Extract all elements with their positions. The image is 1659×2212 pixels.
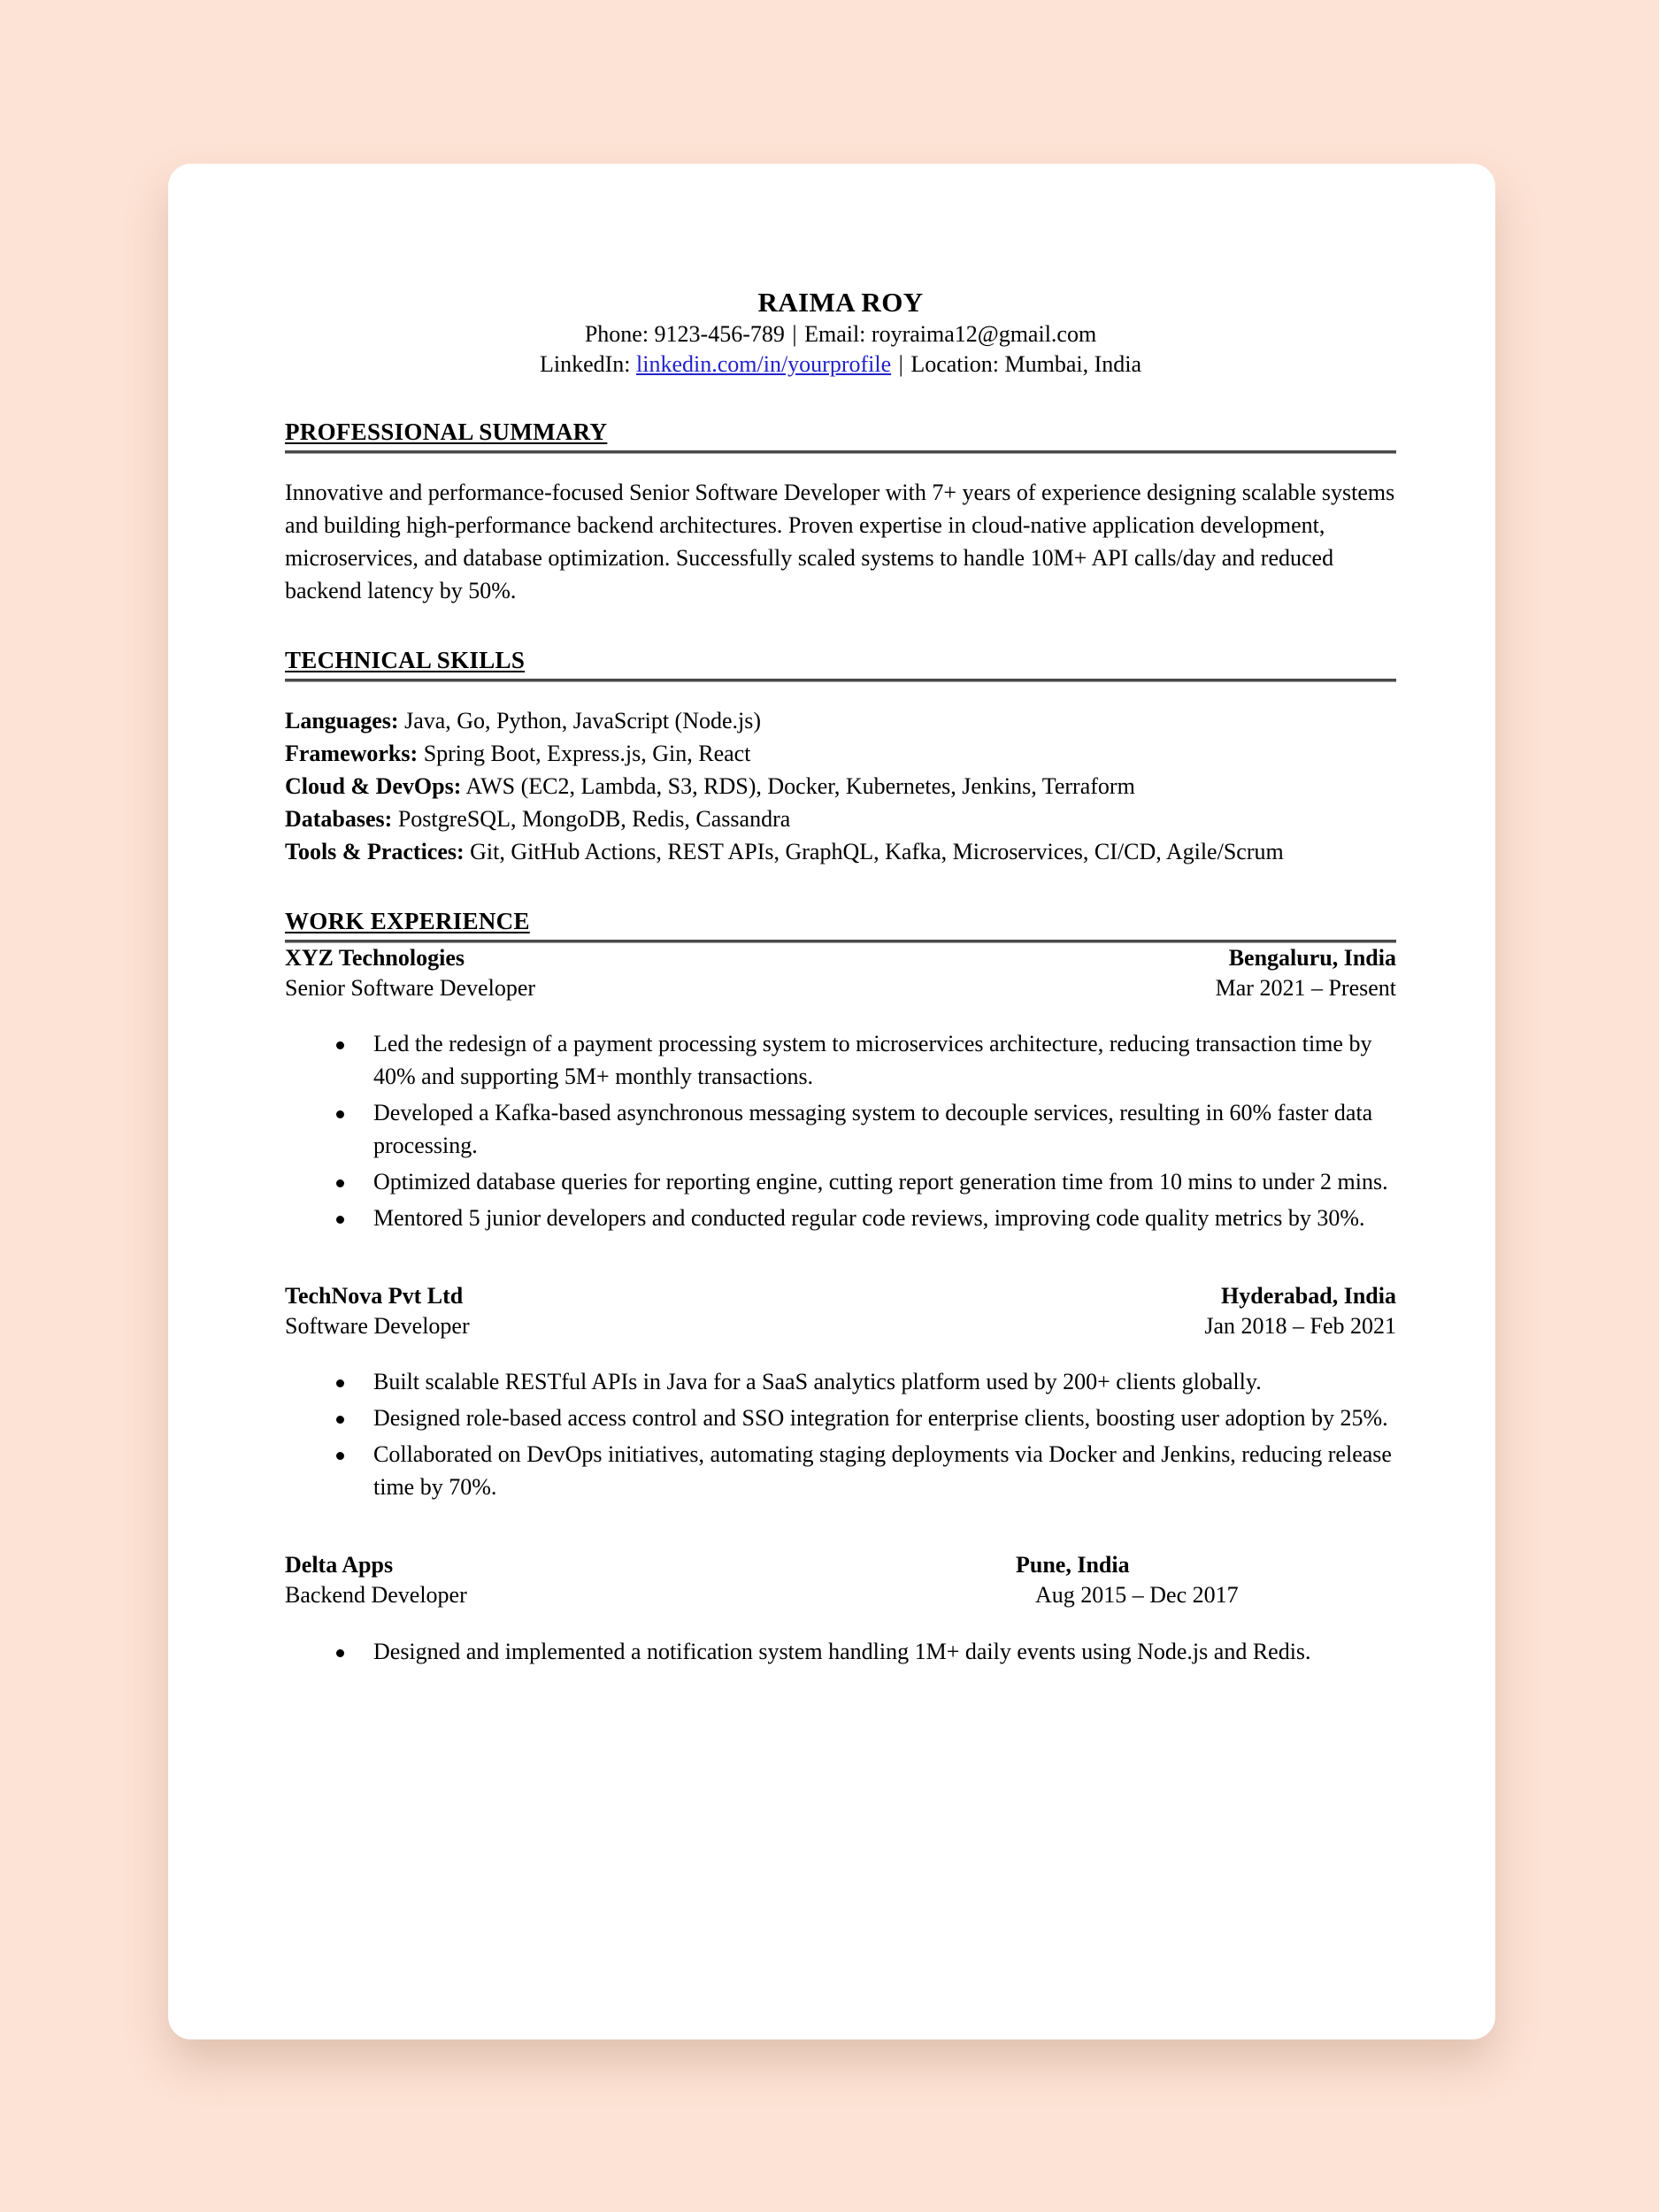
job-bullet: Built scalable RESTful APIs in Java for a SaaS analytics platform used by 200+ clients globally. bbox=[285, 1366, 1396, 1399]
skill-values: AWS (EC2, Lambda, S3, RDS), Docker, Kubernetes, Jenkins, Terraform bbox=[461, 772, 1135, 799]
skill-row bbox=[285, 836, 1396, 869]
skill-row bbox=[285, 803, 1396, 836]
resume-content bbox=[285, 164, 1396, 1671]
phone-label: Phone: bbox=[584, 320, 649, 347]
skill-category-label: Tools & Practices: bbox=[285, 838, 465, 864]
job-dates: Jan 2018 – Feb 2021 bbox=[1204, 1312, 1396, 1339]
skill-category-label: Frameworks: bbox=[285, 740, 419, 766]
job-bullet: Designed role-based access control and SSO integration for enterprise clients, boosting user adoption by 25%. bbox=[285, 1402, 1396, 1435]
contact-separator: | bbox=[792, 320, 797, 347]
job-company: TechNova Pvt Ltd bbox=[285, 1282, 464, 1309]
section-rule bbox=[285, 679, 1396, 682]
job-bullet: Optimized database queries for reporting engine, cutting report generation time from 10 mins to under 2 mins. bbox=[285, 1166, 1396, 1199]
job-title: Software Developer bbox=[285, 1312, 470, 1339]
job-dates-wrap bbox=[1204, 1311, 1396, 1341]
job-entry bbox=[285, 943, 1396, 1235]
section-technical-skills bbox=[285, 647, 1396, 869]
job-company: Delta Apps bbox=[285, 1551, 394, 1578]
job-header-line bbox=[285, 943, 1396, 973]
job-bullet-list bbox=[285, 1028, 1396, 1234]
skill-row bbox=[285, 705, 1396, 738]
skill-values: Java, Go, Python, JavaScript (Node.js) bbox=[398, 708, 762, 734]
resume-page bbox=[168, 164, 1495, 2039]
skill-row bbox=[285, 771, 1396, 803]
job-location: Bengaluru, India bbox=[1228, 944, 1396, 971]
candidate-name: RAIMA ROY bbox=[757, 287, 924, 318]
job-dates-wrap bbox=[1002, 1580, 1396, 1610]
job-header-line bbox=[285, 1550, 1396, 1580]
job-subheader-line bbox=[285, 1311, 1396, 1341]
email-value: royraima12@gmail.com bbox=[871, 320, 1097, 347]
section-heading-experience: WORK EXPERIENCE bbox=[285, 907, 530, 934]
jobs-list bbox=[285, 943, 1396, 1669]
job-location: Hyderabad, India bbox=[1221, 1282, 1396, 1309]
skill-row bbox=[285, 738, 1396, 771]
job-location-wrap bbox=[1221, 1281, 1396, 1311]
skill-category-label: Cloud & DevOps: bbox=[285, 772, 462, 799]
job-dates-wrap bbox=[1216, 973, 1396, 1003]
section-rule bbox=[285, 450, 1396, 454]
job-subheader-line bbox=[285, 973, 1396, 1003]
skills-list bbox=[285, 705, 1396, 869]
section-work-experience bbox=[285, 908, 1396, 1669]
section-heading-skills: TECHNICAL SKILLS bbox=[285, 647, 526, 674]
job-location: Pune, India bbox=[1016, 1551, 1130, 1578]
contact-separator: | bbox=[898, 351, 903, 378]
phone-value: 9123-456-789 bbox=[654, 320, 785, 347]
job-bullet: Mentored 5 junior developers and conducted regular code reviews, improving code quality metrics by 30%. bbox=[285, 1202, 1396, 1235]
skill-values: PostgreSQL, MongoDB, Redis, Cassandra bbox=[392, 805, 791, 832]
skill-values: Spring Boot, Express.js, Gin, React bbox=[418, 740, 751, 766]
job-title: Backend Developer bbox=[285, 1582, 467, 1609]
skill-category-label: Databases: bbox=[285, 805, 393, 832]
summary-text: Innovative and performance-focused Senior Software Developer with 7+ years of experience designing scalable systems and building high-performance backend architectures. Proven expertise in cloud-native application development, microservices, and database optimization. Successfully scaled systems to handle 10M+ API calls/day and reduced backend latency by 50%. bbox=[285, 480, 1395, 604]
job-bullet: Developed a Kafka-based asynchronous messaging system to decouple services, resulting in 60% faster data processing. bbox=[285, 1097, 1396, 1163]
linkedin-profile-link[interactable]: linkedin.com/in/yourprofile bbox=[636, 351, 892, 378]
section-professional-summary bbox=[285, 419, 1396, 608]
job-location-wrap bbox=[1229, 943, 1396, 973]
job-bullet: Collaborated on DevOps initiatives, automating staging deployments via Docker and Jenkins, reducing release time by 70%. bbox=[285, 1439, 1396, 1504]
linkedin-label: LinkedIn: bbox=[539, 351, 631, 378]
job-bullet-list bbox=[285, 1636, 1396, 1669]
location-value: Mumbai, India bbox=[1004, 351, 1142, 378]
contact-line-primary bbox=[285, 319, 1396, 349]
location-label: Location: bbox=[910, 351, 999, 378]
job-dates: Mar 2021 – Present bbox=[1215, 974, 1396, 1001]
section-heading-summary: PROFESSIONAL SUMMARY bbox=[285, 419, 608, 446]
resume-header bbox=[285, 164, 1396, 380]
job-bullet: Led the redesign of a payment processing system to microservices architecture, reducing transaction time by 40% and supporting 5M+ monthly transactions. bbox=[285, 1028, 1396, 1094]
job-subheader-line bbox=[285, 1580, 1396, 1610]
job-company: XYZ Technologies bbox=[285, 944, 465, 971]
job-dates: Aug 2015 – Dec 2017 bbox=[1035, 1582, 1239, 1609]
skill-values: Git, GitHub Actions, REST APIs, GraphQL, Kafka, Microservices, CI/CD, Agile/Scrum bbox=[464, 838, 1284, 864]
job-location-wrap bbox=[1002, 1550, 1396, 1580]
job-bullet: Designed and implemented a notification system handling 1M+ daily events using Node.js and Redis. bbox=[285, 1636, 1396, 1669]
contact-line-secondary bbox=[285, 349, 1396, 380]
job-title: Senior Software Developer bbox=[285, 974, 536, 1001]
job-entry bbox=[285, 1281, 1396, 1504]
job-entry bbox=[285, 1550, 1396, 1669]
email-label: Email: bbox=[804, 320, 866, 347]
job-bullet-list bbox=[285, 1366, 1396, 1504]
job-header-line bbox=[285, 1281, 1396, 1311]
skill-category-label: Languages: bbox=[285, 708, 399, 734]
